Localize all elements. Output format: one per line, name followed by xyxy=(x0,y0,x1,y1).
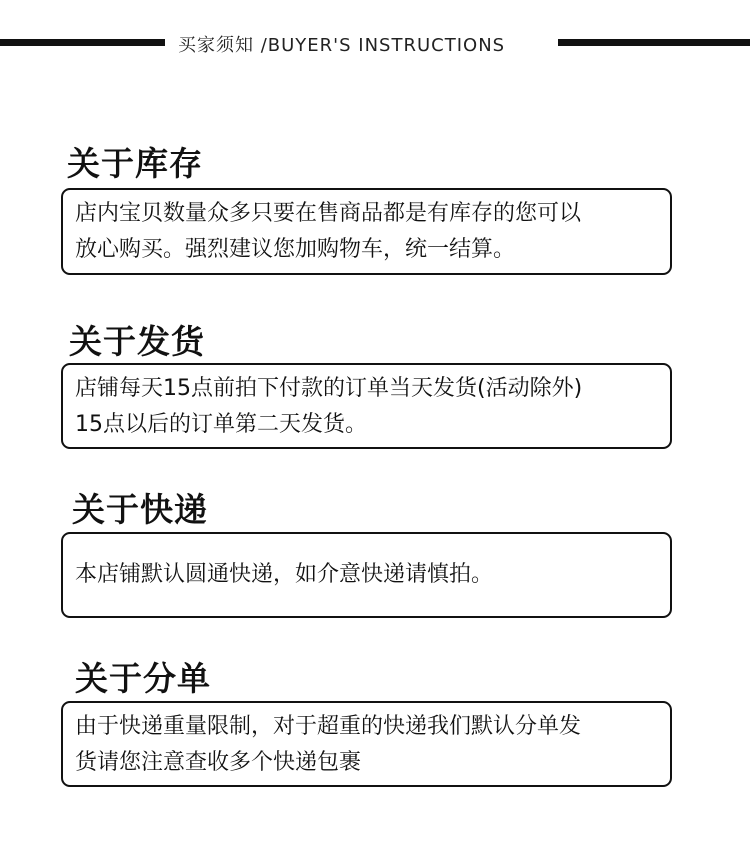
section-title-stock: 关于库存 xyxy=(67,144,203,183)
header-left-rule xyxy=(0,39,165,46)
section-box-stock xyxy=(61,188,672,275)
section-box-split-orders xyxy=(61,701,672,787)
header-title: 买家须知 /BUYER'S INSTRUCTIONS xyxy=(178,35,506,56)
section-text-line: 店内宝贝数量众多只要在售商品都是有库存的您可以 xyxy=(75,201,582,226)
section-title-courier: 关于快递 xyxy=(72,490,208,529)
section-box-courier xyxy=(61,532,672,618)
section-box-shipping xyxy=(61,363,672,449)
header-right-rule xyxy=(558,39,750,46)
section-text-line: 由于快递重量限制，对于超重的快递我们默认分单发 xyxy=(75,714,582,739)
section-title-split-orders: 关于分单 xyxy=(75,659,211,698)
section-text-line: 15点以后的订单第二天发货。 xyxy=(75,412,367,437)
section-text-line: 放心购买。强烈建议您加购物车，统一结算。 xyxy=(75,237,516,262)
section-title-shipping: 关于发货 xyxy=(69,322,205,361)
section-text-line: 本店铺默认圆通快递，如介意快递请慎拍。 xyxy=(75,562,494,587)
instructions-header xyxy=(0,28,750,58)
section-text-line: 货请您注意查收多个快递包裹 xyxy=(75,750,362,775)
section-text-line: 店铺每天15点前拍下付款的订单当天发货(活动除外) xyxy=(75,376,583,401)
